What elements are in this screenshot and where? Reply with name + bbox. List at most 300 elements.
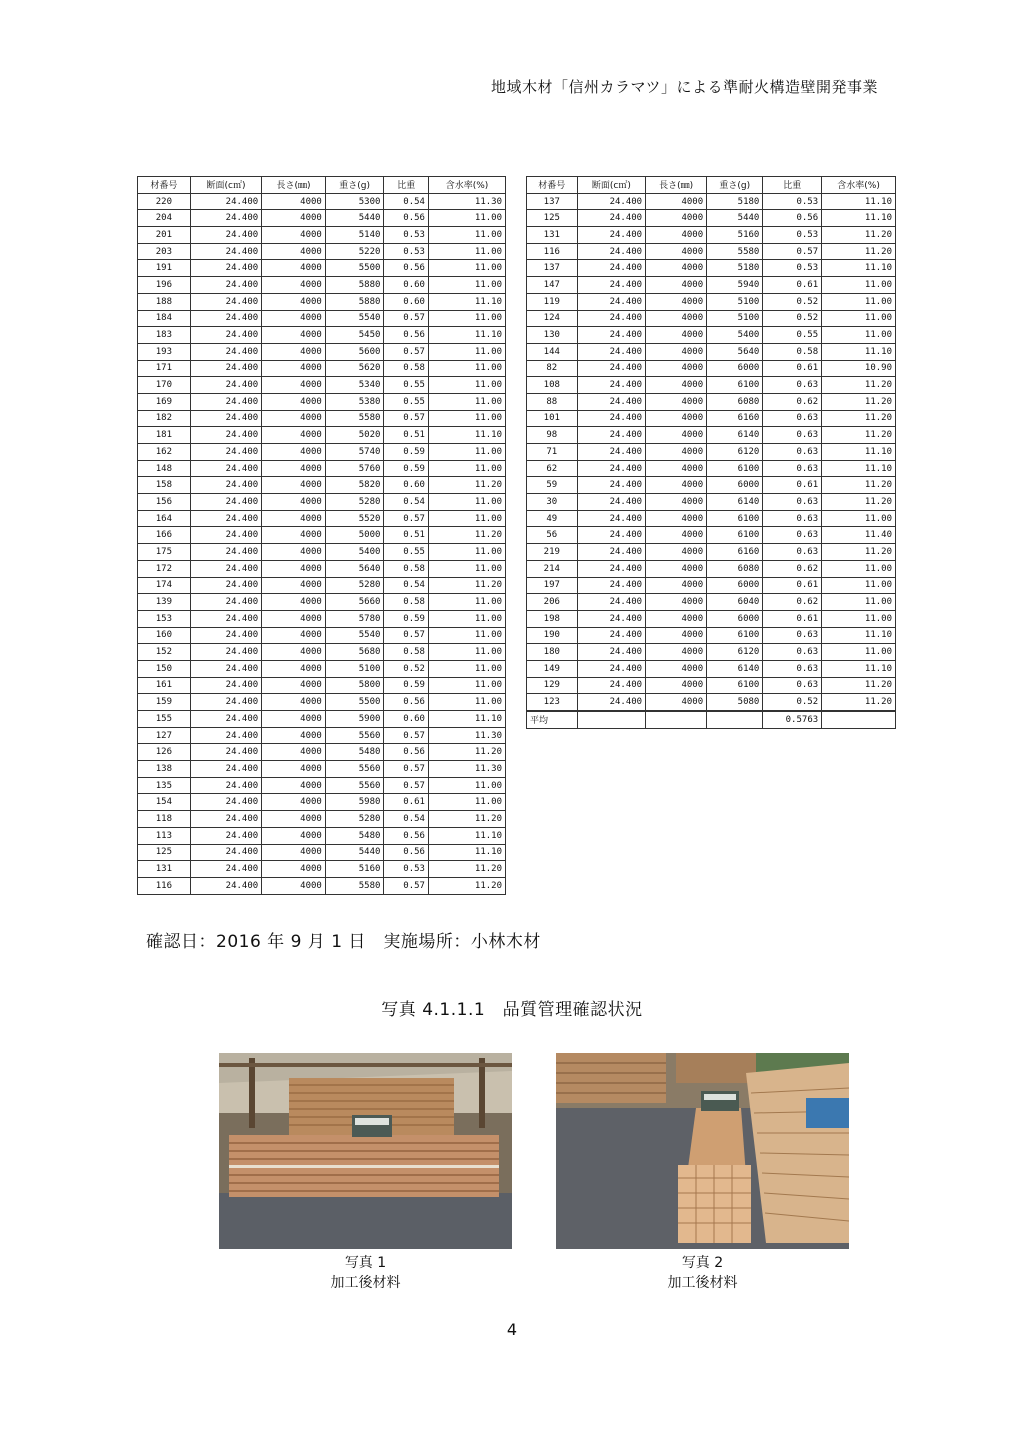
- table-cell: 88: [527, 393, 578, 410]
- table-cell: 10.90: [822, 360, 896, 377]
- table-cell: 116: [527, 243, 578, 260]
- confirmation-line: 確認日：2016 年 9 月 1 日 実施場所：小林木材: [146, 932, 541, 952]
- table-cell: 11.00: [428, 644, 505, 661]
- table-cell: 24.400: [577, 343, 645, 360]
- table-cell: 11.20: [822, 677, 896, 694]
- table-cell: 5580: [325, 877, 384, 894]
- table-cell: 0.54: [384, 494, 429, 511]
- table-cell: 24.400: [190, 527, 261, 544]
- table-cell: 11.00: [822, 277, 896, 294]
- table-cell: 24.400: [190, 711, 261, 728]
- col-header: 長さ(㎜): [262, 177, 326, 194]
- col-header: 重さ(g): [325, 177, 384, 194]
- table-cell: 220: [138, 193, 191, 210]
- table-cell: 0.54: [384, 577, 429, 594]
- table-cell: 5440: [707, 210, 763, 227]
- table-row: [138, 644, 506, 661]
- table-cell: 6000: [707, 360, 763, 377]
- table-cell: 11.20: [428, 577, 505, 594]
- table-row: [527, 677, 896, 694]
- table-row: [138, 844, 506, 861]
- table-row: [527, 227, 896, 244]
- table-cell: 5300: [325, 193, 384, 210]
- table-cell: 153: [138, 610, 191, 627]
- table-row: [138, 744, 506, 761]
- table-cell: 11.00: [428, 360, 505, 377]
- table-cell: 11.00: [822, 644, 896, 661]
- table-cell: 24.400: [190, 560, 261, 577]
- table-row: [138, 577, 506, 594]
- table-cell: 150: [138, 660, 191, 677]
- table-cell: 4000: [262, 477, 326, 494]
- table-cell: 11.00: [428, 243, 505, 260]
- table-row: [138, 594, 506, 611]
- table-cell: 0.55: [384, 544, 429, 561]
- table-cell: 6140: [707, 427, 763, 444]
- table-cell: 24.400: [190, 761, 261, 778]
- table-cell: 24.400: [190, 677, 261, 694]
- table-cell: 6000: [707, 477, 763, 494]
- table-cell: 11.00: [428, 444, 505, 461]
- table-row: [527, 293, 896, 310]
- table-cell: 11.00: [428, 393, 505, 410]
- table-cell: 0.53: [763, 260, 822, 277]
- table-cell: 5680: [325, 644, 384, 661]
- table-cell: 0.55: [763, 327, 822, 344]
- table-cell: 4000: [262, 210, 326, 227]
- table-cell: 5560: [325, 777, 384, 794]
- table-row: [138, 877, 506, 894]
- table-cell: 5880: [325, 293, 384, 310]
- table-cell: 56: [527, 527, 578, 544]
- table-cell: 6100: [707, 627, 763, 644]
- table-cell: 24.400: [190, 694, 261, 711]
- table-cell: 144: [527, 343, 578, 360]
- table-row: [527, 277, 896, 294]
- table-cell: 11.00: [428, 310, 505, 327]
- table-cell: 190: [527, 627, 578, 644]
- table-cell: 152: [138, 644, 191, 661]
- table-cell: 4000: [262, 243, 326, 260]
- table-cell: 5220: [325, 243, 384, 260]
- photo-lumber-stack-2: [556, 1053, 849, 1249]
- table-cell: 4000: [262, 410, 326, 427]
- table-cell: 11.00: [822, 310, 896, 327]
- table-cell: 11.20: [428, 477, 505, 494]
- table-cell: 11.00: [428, 494, 505, 511]
- table-cell: 24.400: [190, 644, 261, 661]
- table-cell: 0.63: [763, 644, 822, 661]
- table-cell: 24.400: [577, 627, 645, 644]
- col-header: 含水率(%): [428, 177, 505, 194]
- table-cell: 4000: [646, 210, 707, 227]
- col-header: 長さ(㎜): [646, 177, 707, 194]
- table-cell: 11.20: [822, 377, 896, 394]
- table-cell: 4000: [262, 610, 326, 627]
- table-row: [527, 527, 896, 544]
- table-cell: 5440: [325, 210, 384, 227]
- timber-table-left: [137, 176, 506, 895]
- table-cell: 24.400: [577, 544, 645, 561]
- table-cell: 11.00: [428, 210, 505, 227]
- table-cell: 11.00: [822, 577, 896, 594]
- table-cell: 0.52: [384, 660, 429, 677]
- table-cell: 4000: [646, 644, 707, 661]
- average-cell: [707, 711, 763, 728]
- table-cell: 24.400: [577, 594, 645, 611]
- table-cell: 0.58: [384, 560, 429, 577]
- table-cell: 188: [138, 293, 191, 310]
- table-cell: 0.61: [763, 360, 822, 377]
- table-header-row: [138, 177, 506, 194]
- table-row: [138, 343, 506, 360]
- table-cell: 6100: [707, 510, 763, 527]
- table-row: [527, 377, 896, 394]
- table-cell: 0.56: [384, 694, 429, 711]
- table-cell: 5660: [325, 594, 384, 611]
- table-cell: 11.10: [822, 343, 896, 360]
- table-cell: 24.400: [577, 460, 645, 477]
- table-cell: 24.400: [190, 811, 261, 828]
- table-cell: 0.56: [384, 827, 429, 844]
- table-cell: 0.52: [763, 310, 822, 327]
- table-cell: 147: [527, 277, 578, 294]
- table-row: [527, 360, 896, 377]
- table-cell: 24.400: [577, 260, 645, 277]
- table-cell: 24.400: [577, 494, 645, 511]
- table-cell: 118: [138, 811, 191, 828]
- table-cell: 11.00: [428, 227, 505, 244]
- table-cell: 11.20: [822, 694, 896, 711]
- table-cell: 11.20: [822, 544, 896, 561]
- table-cell: 4000: [646, 227, 707, 244]
- table-cell: 4000: [646, 393, 707, 410]
- average-cell: [822, 711, 896, 728]
- table-cell: 24.400: [577, 227, 645, 244]
- table-cell: 4000: [646, 410, 707, 427]
- table-cell: 24.400: [577, 694, 645, 711]
- table-cell: 0.56: [384, 260, 429, 277]
- table-cell: 4000: [262, 694, 326, 711]
- table-cell: 59: [527, 477, 578, 494]
- table-cell: 125: [138, 844, 191, 861]
- table-cell: 113: [138, 827, 191, 844]
- table-cell: 24.400: [190, 277, 261, 294]
- table-cell: 11.00: [428, 377, 505, 394]
- table-cell: 5160: [325, 861, 384, 878]
- table-cell: 24.400: [190, 460, 261, 477]
- table-cell: 24.400: [577, 310, 645, 327]
- table-cell: 24.400: [577, 477, 645, 494]
- table-cell: 0.63: [763, 660, 822, 677]
- table-cell: 0.60: [384, 293, 429, 310]
- table-cell: 11.30: [428, 727, 505, 744]
- table-row: [138, 627, 506, 644]
- table-row: [138, 460, 506, 477]
- table-cell: 4000: [262, 393, 326, 410]
- table-row: [138, 727, 506, 744]
- table-row: [138, 277, 506, 294]
- table-cell: 0.62: [763, 594, 822, 611]
- table-cell: 11.00: [428, 277, 505, 294]
- table-cell: 24.400: [577, 210, 645, 227]
- photo-caption-2: [556, 1253, 849, 1293]
- table-row: [527, 243, 896, 260]
- table-cell: 4000: [646, 560, 707, 577]
- table-header-row: [527, 177, 896, 194]
- table-cell: 24.400: [190, 510, 261, 527]
- table-cell: 24.400: [190, 310, 261, 327]
- table-cell: 162: [138, 444, 191, 461]
- table-row: [138, 410, 506, 427]
- table-cell: 11.00: [428, 544, 505, 561]
- table-cell: 24.400: [577, 610, 645, 627]
- table-cell: 6100: [707, 377, 763, 394]
- table-row: [527, 644, 896, 661]
- table-cell: 11.00: [428, 694, 505, 711]
- table-cell: 5500: [325, 694, 384, 711]
- table-cell: 5280: [325, 577, 384, 594]
- table-cell: 4000: [646, 494, 707, 511]
- table-cell: 5560: [325, 727, 384, 744]
- table-cell: 4000: [262, 594, 326, 611]
- table-cell: 11.10: [428, 327, 505, 344]
- table-cell: 131: [527, 227, 578, 244]
- photo-description: 加工後材料: [330, 1275, 401, 1291]
- table-cell: 4000: [262, 427, 326, 444]
- table-cell: 24.400: [190, 577, 261, 594]
- table-cell: 0.63: [763, 427, 822, 444]
- table-cell: 24.400: [577, 327, 645, 344]
- table-cell: 0.62: [763, 393, 822, 410]
- table-row: [138, 761, 506, 778]
- table-cell: 0.57: [384, 877, 429, 894]
- table-cell: 191: [138, 260, 191, 277]
- table-row: [138, 327, 506, 344]
- table-cell: 5640: [707, 343, 763, 360]
- table-cell: 24.400: [577, 510, 645, 527]
- table-cell: 0.59: [384, 460, 429, 477]
- table-cell: 130: [527, 327, 578, 344]
- table-cell: 4000: [646, 327, 707, 344]
- table-cell: 4000: [646, 577, 707, 594]
- table-cell: 4000: [646, 444, 707, 461]
- table-row: [527, 594, 896, 611]
- table-row: [527, 210, 896, 227]
- table-cell: 214: [527, 560, 578, 577]
- table-cell: 11.00: [428, 560, 505, 577]
- table-cell: 148: [138, 460, 191, 477]
- table-cell: 4000: [262, 377, 326, 394]
- table-cell: 11.20: [822, 227, 896, 244]
- table-cell: 0.57: [384, 727, 429, 744]
- table-row: [138, 811, 506, 828]
- table-cell: 24.400: [190, 243, 261, 260]
- table-cell: 0.61: [763, 477, 822, 494]
- table-cell: 4000: [646, 694, 707, 711]
- table-cell: 175: [138, 544, 191, 561]
- table-cell: 125: [527, 210, 578, 227]
- table-cell: 5480: [325, 827, 384, 844]
- col-header: 比重: [763, 177, 822, 194]
- table-cell: 6120: [707, 444, 763, 461]
- table-cell: 24.400: [190, 844, 261, 861]
- table-cell: 6120: [707, 644, 763, 661]
- col-header: 重さ(g): [707, 177, 763, 194]
- table-cell: 184: [138, 310, 191, 327]
- table-cell: 0.57: [384, 627, 429, 644]
- table-cell: 129: [527, 677, 578, 694]
- table-cell: 5540: [325, 627, 384, 644]
- table-row: [138, 827, 506, 844]
- table-cell: 0.63: [763, 677, 822, 694]
- table-cell: 5760: [325, 460, 384, 477]
- table-cell: 164: [138, 510, 191, 527]
- table-cell: 4000: [646, 544, 707, 561]
- table-cell: 4000: [262, 711, 326, 728]
- table-cell: 171: [138, 360, 191, 377]
- table-cell: 0.62: [763, 560, 822, 577]
- table-cell: 11.00: [428, 660, 505, 677]
- table-cell: 4000: [646, 460, 707, 477]
- table-cell: 0.56: [384, 210, 429, 227]
- table-cell: 0.63: [763, 460, 822, 477]
- table-cell: 5020: [325, 427, 384, 444]
- table-cell: 108: [527, 377, 578, 394]
- table-cell: 4000: [262, 510, 326, 527]
- table-cell: 6140: [707, 494, 763, 511]
- table-cell: 4000: [646, 527, 707, 544]
- table-cell: 4000: [646, 610, 707, 627]
- table-cell: 137: [527, 193, 578, 210]
- table-row: [138, 243, 506, 260]
- table-cell: 0.58: [384, 360, 429, 377]
- table-row: [138, 527, 506, 544]
- table-row: [527, 444, 896, 461]
- table-cell: 11.40: [822, 527, 896, 544]
- table-row: [138, 861, 506, 878]
- table-cell: 0.59: [384, 444, 429, 461]
- table-cell: 11.00: [822, 510, 896, 527]
- average-cell: 0.5763: [763, 711, 822, 728]
- table-cell: 5140: [325, 227, 384, 244]
- table-row: [138, 393, 506, 410]
- table-cell: 0.56: [384, 844, 429, 861]
- table-cell: 4000: [262, 794, 326, 811]
- table-cell: 5340: [325, 377, 384, 394]
- table-cell: 71: [527, 444, 578, 461]
- table-row: [527, 310, 896, 327]
- table-cell: 206: [527, 594, 578, 611]
- table-cell: 4000: [262, 227, 326, 244]
- table-cell: 0.53: [763, 193, 822, 210]
- table-cell: 5600: [325, 343, 384, 360]
- table-cell: 6000: [707, 577, 763, 594]
- table-cell: 0.57: [384, 410, 429, 427]
- table-cell: 11.00: [822, 560, 896, 577]
- table-cell: 123: [527, 694, 578, 711]
- table-cell: 6100: [707, 527, 763, 544]
- table-cell: 24.400: [190, 227, 261, 244]
- table-cell: 4000: [262, 193, 326, 210]
- table-cell: 11.00: [822, 293, 896, 310]
- table-row: [527, 610, 896, 627]
- table-cell: 11.10: [822, 460, 896, 477]
- table-row: [527, 627, 896, 644]
- table-cell: 24.400: [190, 360, 261, 377]
- table-cell: 166: [138, 527, 191, 544]
- table-cell: 137: [527, 260, 578, 277]
- table-cell: 5980: [325, 794, 384, 811]
- table-cell: 24.400: [190, 377, 261, 394]
- table-cell: 4000: [262, 744, 326, 761]
- table-row: [527, 477, 896, 494]
- table-cell: 4000: [262, 544, 326, 561]
- table-cell: 5100: [707, 310, 763, 327]
- table-row: [527, 544, 896, 561]
- table-cell: 11.20: [822, 410, 896, 427]
- table-cell: 5100: [707, 293, 763, 310]
- table-cell: 4000: [646, 660, 707, 677]
- table-cell: 170: [138, 377, 191, 394]
- table-cell: 0.53: [384, 243, 429, 260]
- timber-table-right: [526, 176, 896, 729]
- photo-lumber-stack-1: [219, 1053, 512, 1249]
- table-cell: 4000: [262, 310, 326, 327]
- table-cell: 4000: [262, 811, 326, 828]
- table-cell: 0.57: [384, 761, 429, 778]
- table-cell: 5620: [325, 360, 384, 377]
- table-cell: 5580: [707, 243, 763, 260]
- table-cell: 5450: [325, 327, 384, 344]
- table-cell: 4000: [646, 427, 707, 444]
- table-cell: 24.400: [190, 393, 261, 410]
- table-cell: 4000: [262, 444, 326, 461]
- photo-label: 写真 2: [681, 1255, 724, 1271]
- table-cell: 24.400: [190, 327, 261, 344]
- table-cell: 24.400: [577, 243, 645, 260]
- table-cell: 24.400: [190, 210, 261, 227]
- table-cell: 24.400: [577, 293, 645, 310]
- table-cell: 172: [138, 560, 191, 577]
- table-cell: 4000: [262, 527, 326, 544]
- table-cell: 4000: [262, 560, 326, 577]
- table-cell: 24.400: [190, 293, 261, 310]
- table-cell: 5900: [325, 711, 384, 728]
- table-cell: 49: [527, 510, 578, 527]
- table-cell: 4000: [262, 460, 326, 477]
- col-header: 材番号: [138, 177, 191, 194]
- table-cell: 24.400: [190, 877, 261, 894]
- table-row: [138, 377, 506, 394]
- table-cell: 0.61: [763, 277, 822, 294]
- table-cell: 11.20: [822, 477, 896, 494]
- table-cell: 4000: [262, 827, 326, 844]
- table-cell: 6080: [707, 560, 763, 577]
- table-row: [138, 794, 506, 811]
- table-cell: 11.10: [428, 293, 505, 310]
- table-row: [527, 660, 896, 677]
- col-header: 材番号: [527, 177, 578, 194]
- table-cell: 0.57: [384, 777, 429, 794]
- table-cell: 11.00: [822, 327, 896, 344]
- table-row: [527, 577, 896, 594]
- table-cell: 0.55: [384, 377, 429, 394]
- table-cell: 0.53: [384, 227, 429, 244]
- table-cell: 0.58: [763, 343, 822, 360]
- table-cell: 4000: [262, 761, 326, 778]
- table-cell: 4000: [262, 844, 326, 861]
